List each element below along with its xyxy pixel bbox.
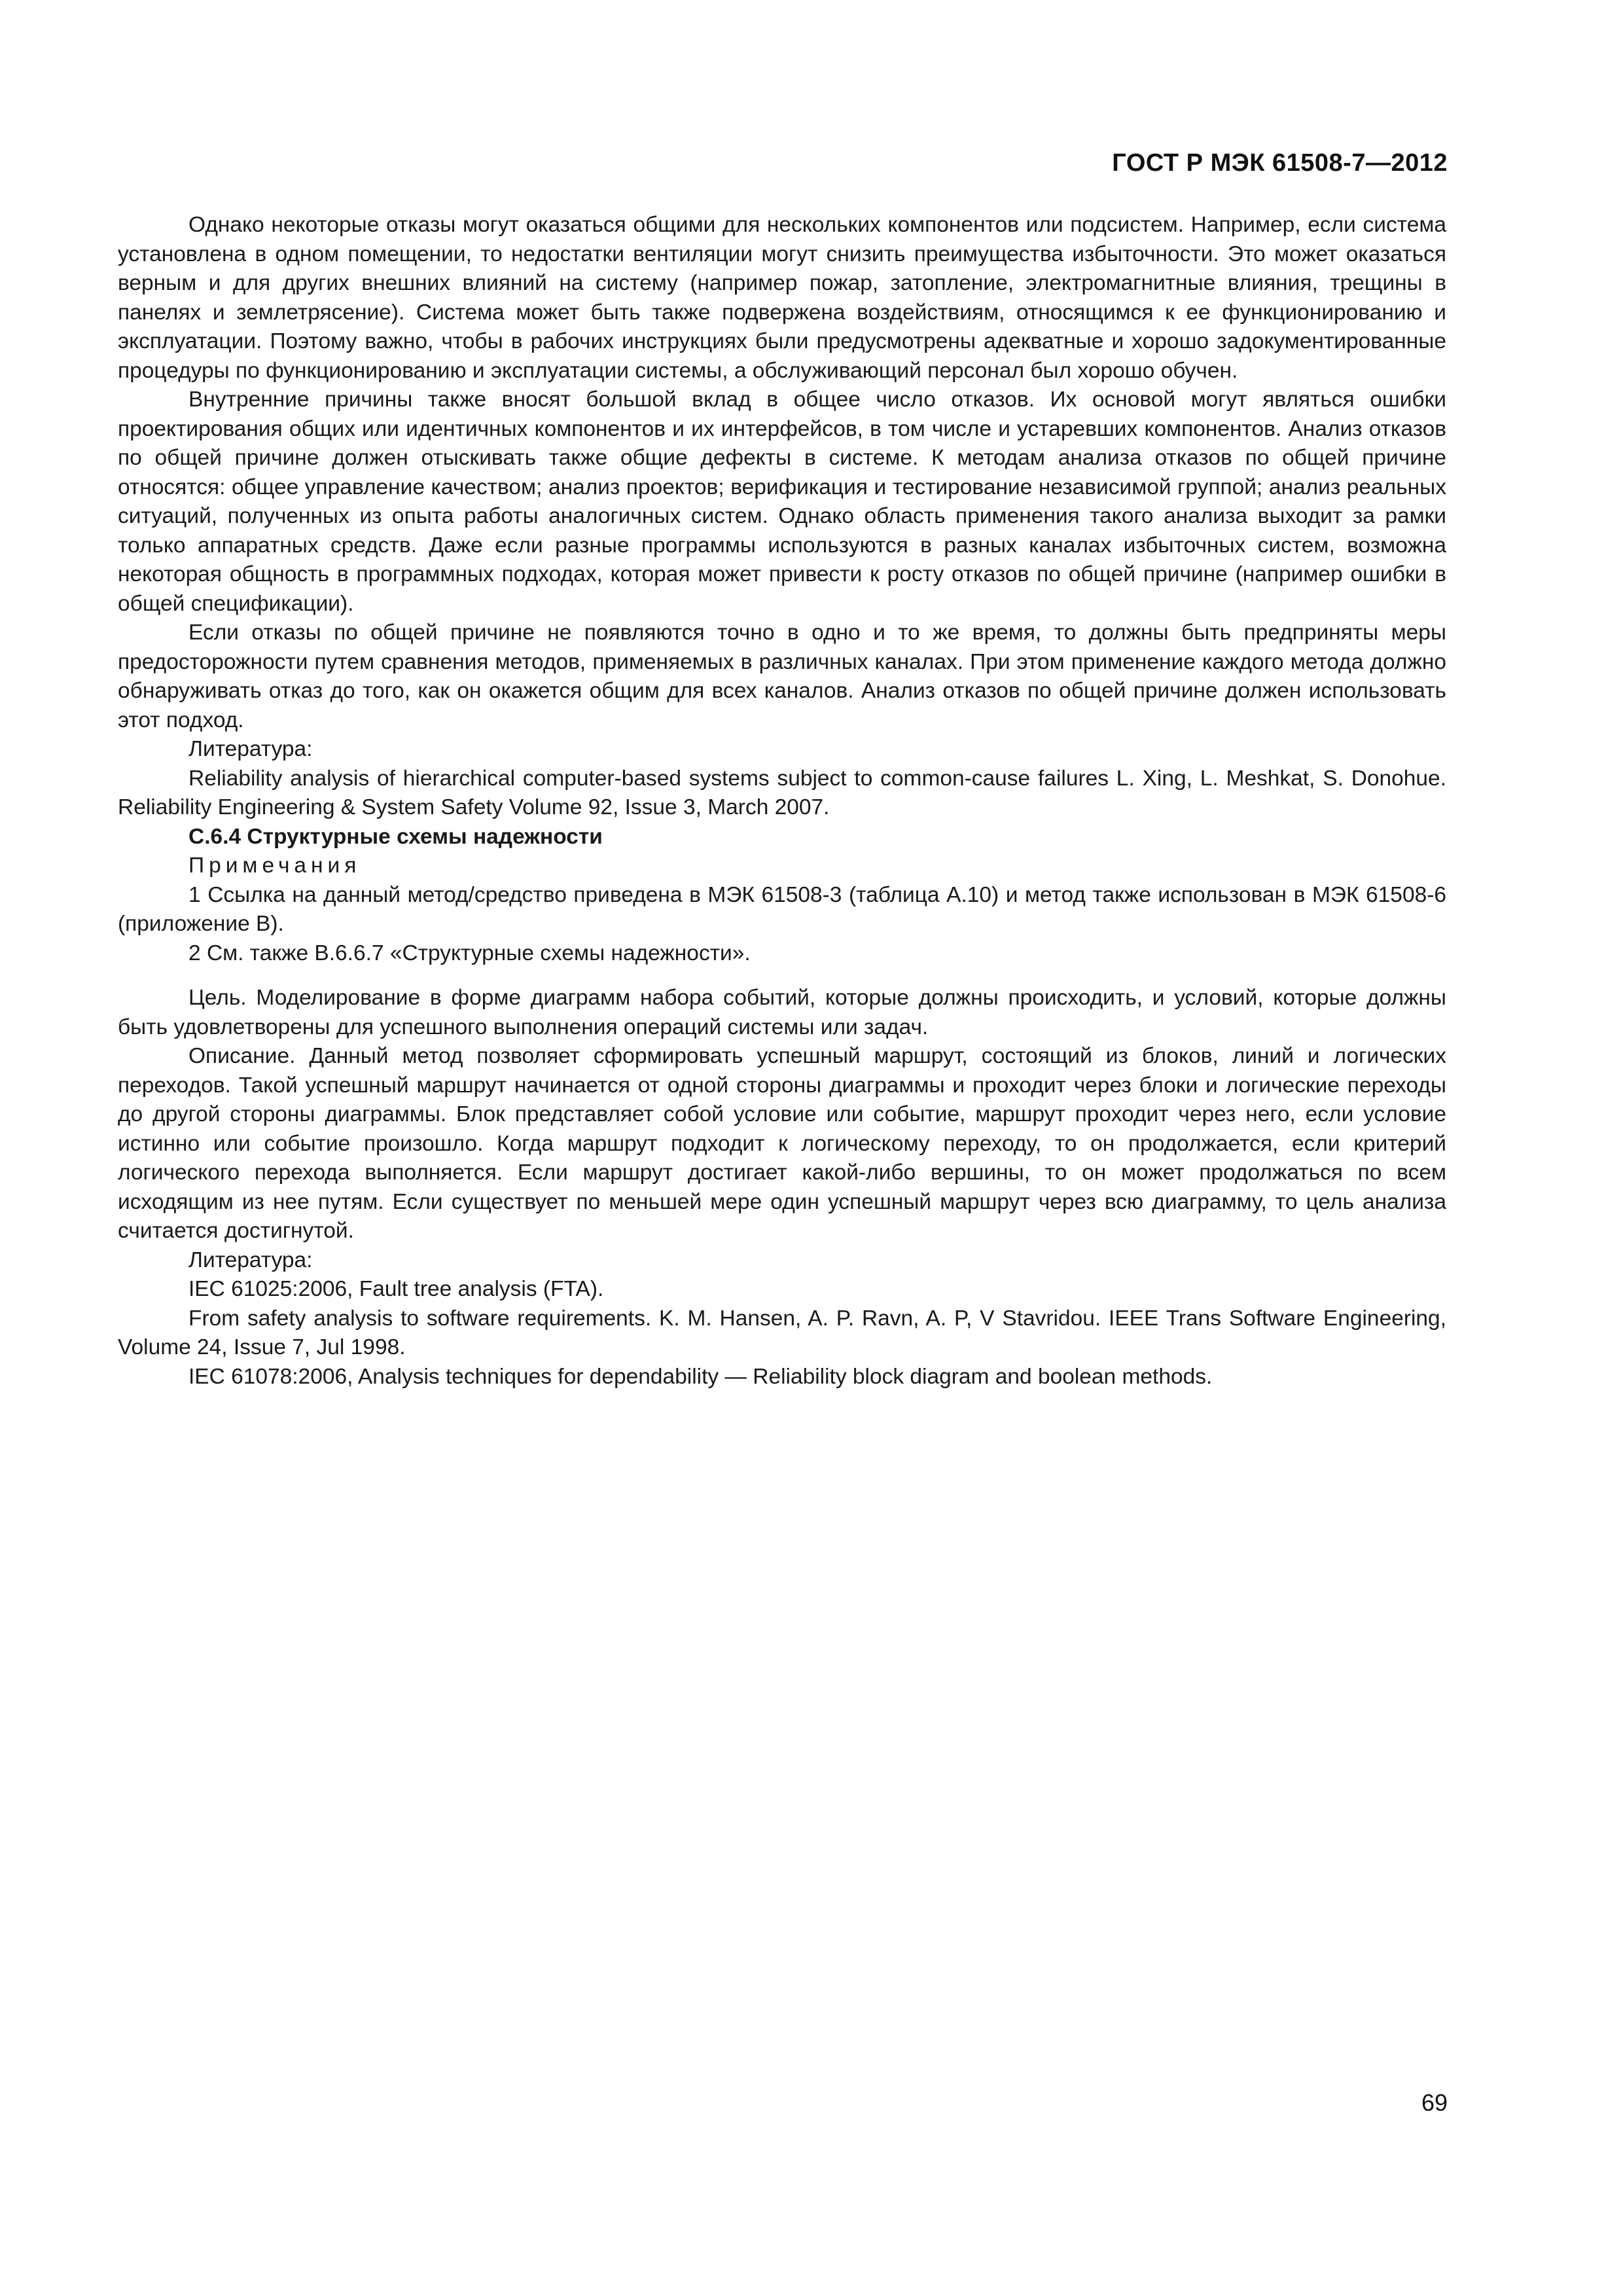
paragraph-common-failures: Однако некоторые отказы могут оказаться общими для нескольких компонентов или подсистем. Например, если система установлена в одном помещении, то недостатки вентиляции могут снизить преимущества избыточности. Это может оказаться верным и для других внешних влияний на систему (например пожар, затопление, электромагнитные влияния, трещины в панелях и землетрясение). Система может быть также подвержена воздействиям, относящимся к ее функционированию и эксплуатации. Поэтому важно, чтобы в рабочих инструкциях были предусмотрены адекватные и хорошо задокументированные процедуры по функционированию и эксплуатации системы, а обслуживающий персонал был хорошо обучен. bbox=[118, 213, 1446, 383]
paragraph-goal: Цель. Моделирование в форме диаграмм набора событий, которые должны происходить, и условий, которые должны быть удовлетворены для успешного выполнения операций системы или задач. bbox=[118, 986, 1446, 1039]
reference-item: From safety analysis to software requirements. K. M. Hansen, A. P. Ravn, A. P, V Stavridou. IEEE Trans Software Engineering, Volume 24, Issue 7, Jul 1998. bbox=[118, 1306, 1446, 1359]
page-body bbox=[118, 211, 1446, 1391]
note-item: 1 Ссылка на данный метод/средство приведена в МЭК 61508-3 (таблица А.10) и метод также использован в МЭК 61508-6 (приложение В). bbox=[118, 882, 1446, 936]
section-heading: C.6.4 Структурные схемы надежности bbox=[188, 824, 603, 849]
paragraph-description: Описание. Данный метод позволяет сформировать успешный маршрут, состоящий из блоков, линий и логических переходов. Такой успешный маршрут начинается от одной стороны диаграммы и проходит через блоки и логические переходы до другой стороны диаграммы. Блок представляет собой условие или событие, маршрут проходит через него, если условие истинно или событие произошло. Когда маршрут подходит к логическому переходу, то он продолжается, если критерий логического перехода выполняется. Если маршрут достигает какой-либо вершины, то он может продолжаться по всем исходящим из нее путям. Если существует по меньшей мере один успешный маршрут через всю диаграмму, то цель анализа считается достигнутой. bbox=[118, 1044, 1446, 1243]
reference-item: Reliability analysis of hierarchical computer-based systems subject to common-cause failures L. Xing, L. Meshkat, S. Donohue. Reliability Engineering & System Safety Volume 92, Issue 3, March 2007. bbox=[118, 766, 1446, 819]
reference-item: IEC 61025:2006, Fault tree analysis (FTA). bbox=[188, 1277, 604, 1301]
page-number: 69 bbox=[1421, 2089, 1448, 2116]
note-item: 2 См. также В.6.6.7 «Структурные схемы надежности». bbox=[188, 941, 751, 965]
notes-label: Примечания bbox=[188, 853, 361, 878]
document-id-header: ГОСТ Р МЭК 61508-7—2012 bbox=[1112, 149, 1448, 177]
paragraph-precautions: Если отказы по общей причине не появляются точно в одно и то же время, то должны быть предприняты меры предосторожности путем сравнения методов, применяемых в различных каналах. При этом применение каждого метода должно обнаруживать отказ до того, как он окажется общим для всех каналов. Анализ отказов по общей причине должен использовать этот подход. bbox=[118, 620, 1446, 732]
literature-label: Литература: bbox=[188, 737, 313, 761]
literature-label: Литература: bbox=[188, 1247, 313, 1272]
reference-item: IEC 61078:2006, Analysis techniques for dependability — Reliability block diagram and boolean methods. bbox=[188, 1364, 1213, 1389]
paragraph-internal-causes: Внутренние причины также вносят большой вклад в общее число отказов. Их основой могут являться ошибки проектирования общих или идентичных компонентов и их интерфейсов, в том числе и устаревших компонентов. Анализ отказов по общей причине должен отыскивать также общие дефекты в системе. К методам анализа отказов по общей причине относятся: общее управление качеством; анализ проектов; верификация и тестирование независимой группой; анализ реальных ситуаций, полученных из опыта работы аналогичных систем. Однако область применения такого анализа выходит за рамки только аппаратных средств. Даже если разные программы используются в разных каналах избыточных систем, возможна некоторая общность в программных подходах, которая может привести к росту отказов по общей причине (например ошибки в общей спецификации). bbox=[118, 387, 1446, 616]
